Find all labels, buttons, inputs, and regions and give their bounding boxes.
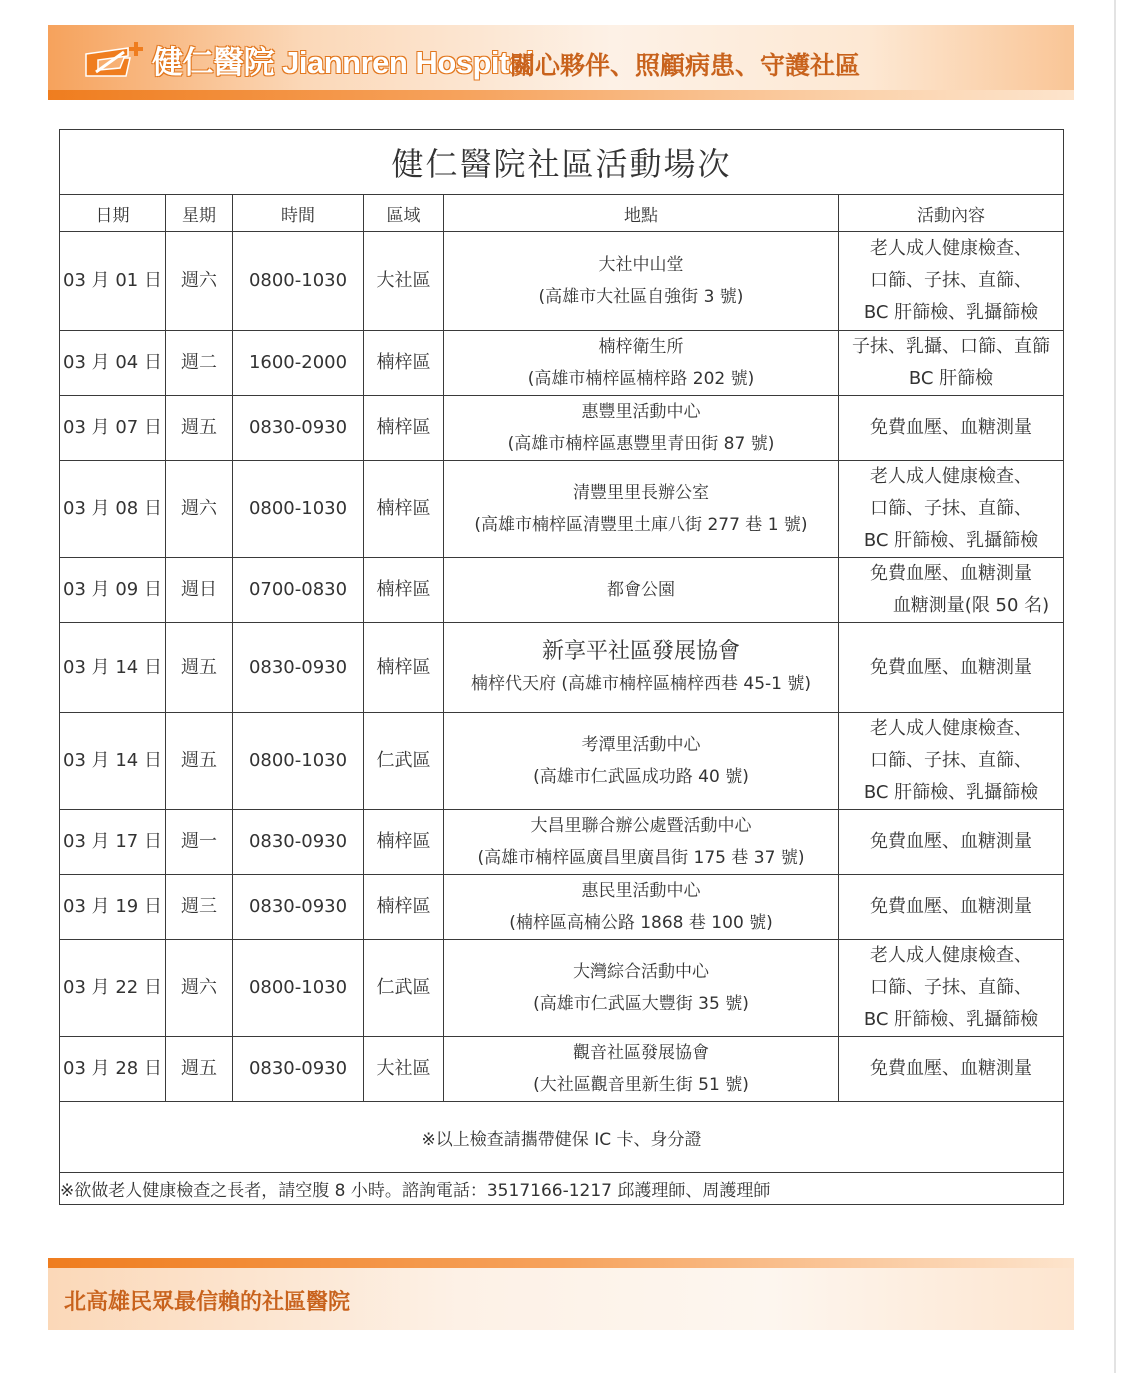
- cell-weekday: 週五: [166, 713, 233, 810]
- cell-weekday: 週二: [166, 331, 233, 396]
- table-row: [60, 461, 1064, 558]
- cell-time: 0830-0930: [233, 623, 364, 713]
- location-name: 大灣綜合活動中心: [573, 962, 709, 982]
- activity-line: 口篩、子抹、直篩、: [870, 498, 1033, 519]
- column-header-activity: 活動內容: [839, 195, 1064, 232]
- cell-area: 楠梓區: [364, 810, 444, 875]
- cell-area: 楠梓區: [364, 623, 444, 713]
- table-row: [60, 713, 1064, 810]
- activity-line: 免費血壓、血糖測量: [870, 896, 1033, 917]
- location-address: (高雄市仁武區大豐街 35 號): [533, 994, 749, 1014]
- table-row: [60, 1037, 1064, 1102]
- location-name: 楠梓衛生所: [598, 337, 684, 357]
- location-address: (高雄市楠梓區清豐里土庫八街 277 巷 1 號): [474, 515, 808, 535]
- cell-activity: [839, 331, 1064, 396]
- cell-time: 0800-1030: [233, 461, 364, 558]
- cell-time: 1600-2000: [233, 331, 364, 396]
- location-address: (高雄市楠梓區廣昌里廣昌街 175 巷 37 號): [477, 848, 805, 868]
- contact-note: ※欲做老人健康檢查之長者，請空腹 8 小時。諮詢電話：3517166-1217 邱護理師、周護理師: [60, 1173, 1064, 1205]
- column-header-time: 時間: [233, 195, 364, 232]
- cell-location: [444, 331, 839, 396]
- location-address: (楠梓區高楠公路 1868 巷 100 號): [509, 913, 773, 933]
- cell-area: 楠梓區: [364, 461, 444, 558]
- cell-activity: [839, 461, 1064, 558]
- cell-activity: [839, 232, 1064, 331]
- activity-line: 口篩、子抹、直篩、: [870, 270, 1033, 291]
- cell-area: 大社區: [364, 232, 444, 331]
- header-underline: [48, 90, 1074, 100]
- cell-activity: [839, 810, 1064, 875]
- activity-line: BC 肝篩檢、乳攝篩檢: [863, 1009, 1039, 1030]
- table-row: [60, 875, 1064, 940]
- location-name: 都會公園: [607, 580, 675, 600]
- location-name: 觀音社區發展協會: [573, 1043, 709, 1063]
- cell-time: 0700-0830: [233, 558, 364, 623]
- footer-tagline: 北高雄民眾最信賴的社區醫院: [64, 1290, 351, 1315]
- location-address: (高雄市楠梓區惠豐里青田街 87 號): [507, 434, 775, 454]
- cell-location: [444, 623, 839, 713]
- activity-schedule-table: [59, 129, 1064, 1205]
- cell-date: 03 月 28 日: [60, 1037, 166, 1102]
- location-name: 大昌里聯合辦公處暨活動中心: [530, 816, 752, 836]
- location-name: 考潭里活動中心: [581, 735, 701, 755]
- cell-activity: [839, 396, 1064, 461]
- location-address: (高雄市楠梓區楠梓路 202 號): [527, 369, 755, 389]
- cell-date: 03 月 17 日: [60, 810, 166, 875]
- cell-activity: [839, 558, 1064, 623]
- cell-area: 仁武區: [364, 940, 444, 1037]
- cell-area: 楠梓區: [364, 331, 444, 396]
- location-name: 惠民里活動中心: [581, 881, 701, 901]
- cell-activity: [839, 713, 1064, 810]
- location-name: 惠豐里活動中心: [581, 402, 701, 422]
- cell-weekday: 週日: [166, 558, 233, 623]
- location-address: (高雄市大社區自強街 3 號): [538, 287, 744, 307]
- cell-time: 0830-0930: [233, 1037, 364, 1102]
- column-header-date: 日期: [60, 195, 166, 232]
- column-header-area: 區域: [364, 195, 444, 232]
- location-address: (高雄市仁武區成功路 40 號): [533, 767, 749, 787]
- cell-location: [444, 875, 839, 940]
- table-row: [60, 940, 1064, 1037]
- cell-weekday: 週五: [166, 396, 233, 461]
- cell-area: 大社區: [364, 1037, 444, 1102]
- column-header-weekday: 星期: [166, 195, 233, 232]
- table-title: 健仁醫院社區活動場次: [60, 130, 1064, 195]
- cell-area: 楠梓區: [364, 396, 444, 461]
- cell-time: 0800-1030: [233, 713, 364, 810]
- activity-line: 口篩、子抹、直篩、: [870, 750, 1033, 771]
- cell-area: 楠梓區: [364, 558, 444, 623]
- cell-date: 03 月 19 日: [60, 875, 166, 940]
- activity-line: 免費血壓、血糖測量: [870, 656, 1033, 678]
- cell-date: 03 月 22 日: [60, 940, 166, 1037]
- cell-weekday: 週三: [166, 875, 233, 940]
- table-row: [60, 331, 1064, 396]
- activity-line: 免費血壓、血糖測量: [870, 831, 1033, 852]
- cell-location: [444, 713, 839, 810]
- table-header-row: [60, 195, 1064, 232]
- cell-date: 03 月 09 日: [60, 558, 166, 623]
- activity-line: BC 肝篩檢: [908, 368, 994, 389]
- cell-weekday: 週六: [166, 461, 233, 558]
- cell-time: 0830-0930: [233, 875, 364, 940]
- cell-location: [444, 940, 839, 1037]
- cell-location: [444, 810, 839, 875]
- column-header-location: 地點: [444, 195, 839, 232]
- cell-date: 03 月 14 日: [60, 713, 166, 810]
- cell-weekday: 週五: [166, 623, 233, 713]
- cell-date: 03 月 07 日: [60, 396, 166, 461]
- cell-time: 0830-0930: [233, 810, 364, 875]
- cell-time: 0800-1030: [233, 232, 364, 331]
- location-name: 清豐里里長辦公室: [573, 483, 709, 503]
- cell-weekday: 週六: [166, 232, 233, 331]
- activity-line: BC 肝篩檢、乳攝篩檢: [863, 530, 1039, 551]
- activity-line: BC 肝篩檢、乳攝篩檢: [863, 782, 1039, 803]
- activity-line: BC 肝篩檢、乳攝篩檢: [863, 302, 1039, 323]
- cell-activity: [839, 940, 1064, 1037]
- cell-area: 仁武區: [364, 713, 444, 810]
- cell-activity: [839, 875, 1064, 940]
- activity-line: 老人成人健康檢查、: [870, 945, 1033, 966]
- cell-weekday: 週五: [166, 1037, 233, 1102]
- activity-line: 免費血壓、血糖測量: [870, 1058, 1033, 1079]
- table-row: [60, 396, 1064, 461]
- table-row: [60, 232, 1064, 331]
- cell-time: 0830-0930: [233, 396, 364, 461]
- cell-area: 楠梓區: [364, 875, 444, 940]
- activity-line: 老人成人健康檢查、: [870, 238, 1033, 259]
- activity-line: 口篩、子抹、直篩、: [870, 977, 1033, 998]
- activity-line: 老人成人健康檢查、: [870, 466, 1033, 487]
- activity-line: 子抹、乳攝、口篩、直篩: [852, 336, 1051, 357]
- table-row: [60, 558, 1064, 623]
- cell-activity: [839, 623, 1064, 713]
- hospital-logo-icon: [84, 42, 144, 78]
- activity-line: 免費血壓、血糖測量: [870, 417, 1033, 438]
- table-row: [60, 623, 1064, 713]
- activity-line: 免費血壓、血糖測量: [870, 563, 1033, 584]
- location-address: (大社區觀音里新生街 51 號): [533, 1075, 749, 1095]
- footer-accent-bar: [48, 1258, 1074, 1268]
- cell-activity: [839, 1037, 1064, 1102]
- activity-line: 血糖測量(限 50 名): [892, 595, 1050, 616]
- id-card-note: ※以上檢查請攜帶健保 IC 卡、身分證: [60, 1102, 1064, 1173]
- activity-line: 老人成人健康檢查、: [870, 718, 1033, 739]
- cell-location: [444, 558, 839, 623]
- cell-time: 0800-1030: [233, 940, 364, 1037]
- hospital-logo-text: 健仁醫院 Jiannren Hospital: [152, 45, 534, 80]
- location-name: 大社中山堂: [598, 255, 684, 275]
- cell-location: [444, 232, 839, 331]
- cell-location: [444, 461, 839, 558]
- location-name: 新享平社區發展協會: [541, 638, 740, 664]
- cell-date: 03 月 01 日: [60, 232, 166, 331]
- table-row: [60, 810, 1064, 875]
- cell-location: [444, 396, 839, 461]
- cell-weekday: 週一: [166, 810, 233, 875]
- cell-weekday: 週六: [166, 940, 233, 1037]
- hospital-slogan: 關心夥伴、照顧病患、守護社區: [510, 51, 861, 80]
- cell-location: [444, 1037, 839, 1102]
- location-address: 楠梓代天府 (高雄市楠梓區楠梓西巷 45-1 號): [470, 673, 812, 694]
- cell-date: 03 月 04 日: [60, 331, 166, 396]
- cell-date: 03 月 14 日: [60, 623, 166, 713]
- cell-date: 03 月 08 日: [60, 461, 166, 558]
